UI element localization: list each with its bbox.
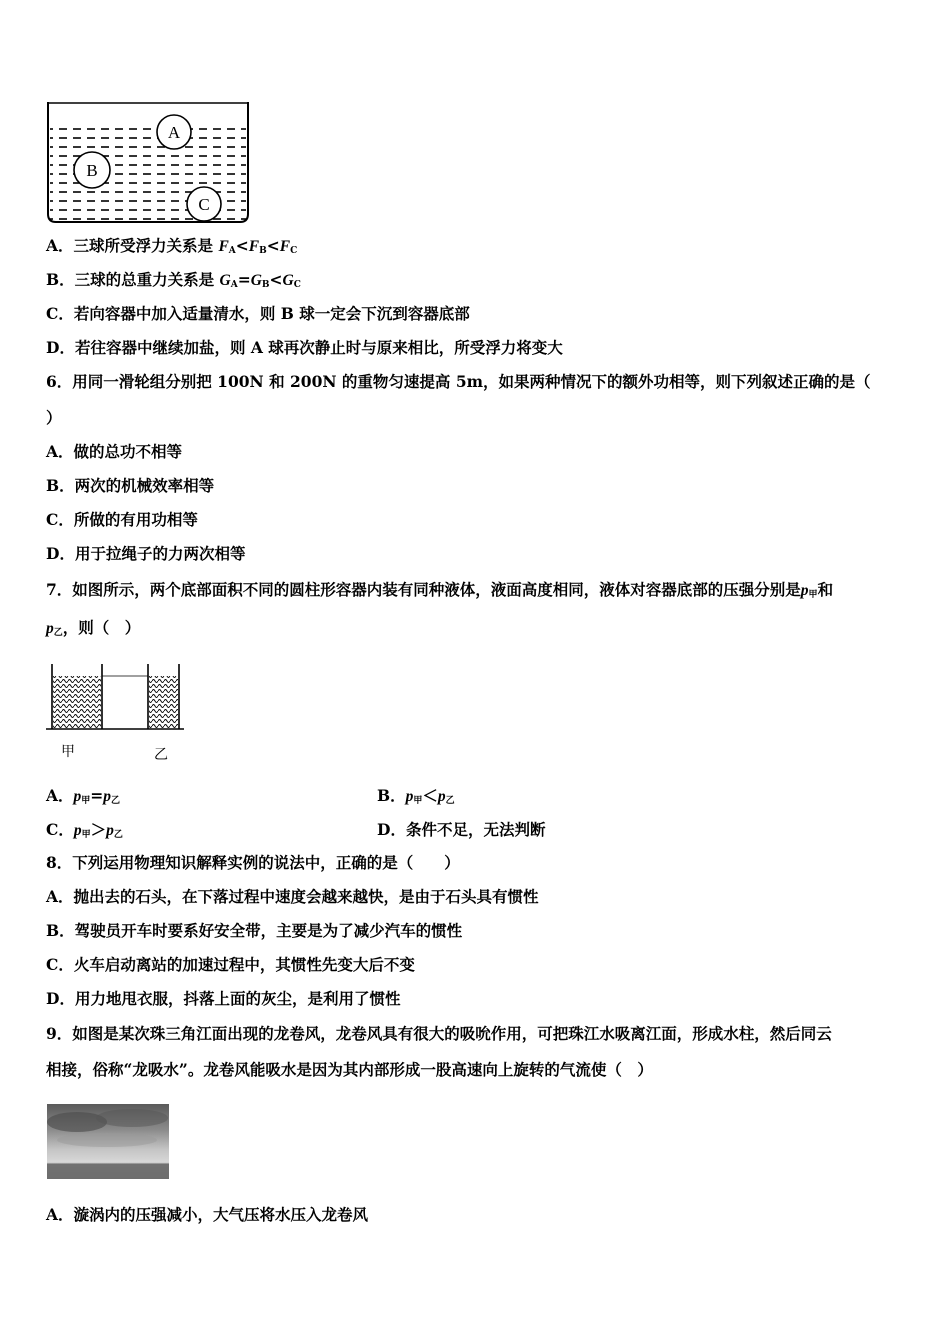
q7-option-c: C．$p_甲>p_乙$ [46, 820, 123, 840]
q6-option-d: D．用于拉绳子的力两次相等 [46, 544, 246, 563]
svg-text:A: A [167, 123, 181, 142]
q5-option-b: B．三球的总重力关系是 $G_A=G_B<G_C$ [46, 270, 301, 290]
q7-option-b: B．$p_甲<p_乙$ [377, 786, 455, 806]
q7-option-a: A．$p_甲=p_乙$ [46, 786, 121, 806]
q8-option-d: D．用力地甩衣服，抖落上面的灰尘，是利用了惯性 [46, 989, 401, 1008]
q8-option-a: A．抛出去的石头，在下落过程中速度会越来越快，是由于石头具有惯性 [46, 887, 539, 906]
q7-containers-figure [44, 658, 194, 738]
q8-stem: 8．下列运用物理知识解释实例的说法中，正确的是（ ） [46, 853, 460, 872]
q8-option-b: B．驾驶员开车时要系好安全带，主要是为了减少汽车的惯性 [46, 921, 463, 940]
q6-option-a: A．做的总功不相等 [46, 442, 183, 461]
q6-option-b: B．两次的机械效率相等 [46, 476, 215, 495]
ball-b [74, 152, 110, 188]
q7-stem-line2: $p_乙$，则（ ） [46, 618, 141, 638]
q9-stem-line1: 9．如图是某次珠三角江面出现的龙卷风，龙卷风具有很大的吸吮作用，可把珠江水吸离江面，形成水柱，然后同云 [46, 1024, 832, 1043]
q6-stem-line2: ） [46, 408, 62, 427]
q6-option-c: C．所做的有用功相等 [46, 510, 198, 529]
container-label-right: 乙 [154, 748, 168, 763]
container-label-left: 甲 [61, 745, 75, 760]
q6-stem-line1: 6．用同一滑轮组分别把 100N 和 200N 的重物匀速提高 5m，如果两种情况下的额外功相等，则下列叙述正确的是（ [46, 372, 871, 391]
q5-container-figure [44, 98, 254, 226]
q5-option-d: D．若往容器中继续加盐，则 A 球再次静止时与原来相比，所受浮力将变大 [46, 338, 563, 357]
tornado-photo [47, 1104, 169, 1179]
q9-option-a: A．漩涡内的压强减小，大气压将水压入龙卷风 [46, 1205, 369, 1224]
q5-option-a: A．三球所受浮力关系是 $F_A<F_B<F_C$ [46, 236, 298, 256]
q9-stem-line2: 相接，俗称“龙吸水”。龙卷风能吸水是因为其内部形成一股高速向上旋转的气流使（ ） [46, 1060, 653, 1079]
q8-option-c: C．火车启动离站的加速过程中，其惯性先变大后不变 [46, 955, 415, 974]
svg-text:C: C [198, 195, 210, 214]
q7-option-d: D．条件不足，无法判断 [377, 820, 546, 839]
ball-c [187, 187, 221, 221]
q7-stem-line1: 7．如图所示，两个底部面积不同的圆柱形容器内装有同种液体，液面高度相同，液体对容器底部的压强分别是$p_甲$和 [46, 580, 834, 600]
q5-option-c: C．若向容器中加入适量清水，则 B 球一定会下沉到容器底部 [46, 304, 470, 323]
svg-text:B: B [86, 161, 98, 180]
ball-a [157, 115, 191, 149]
